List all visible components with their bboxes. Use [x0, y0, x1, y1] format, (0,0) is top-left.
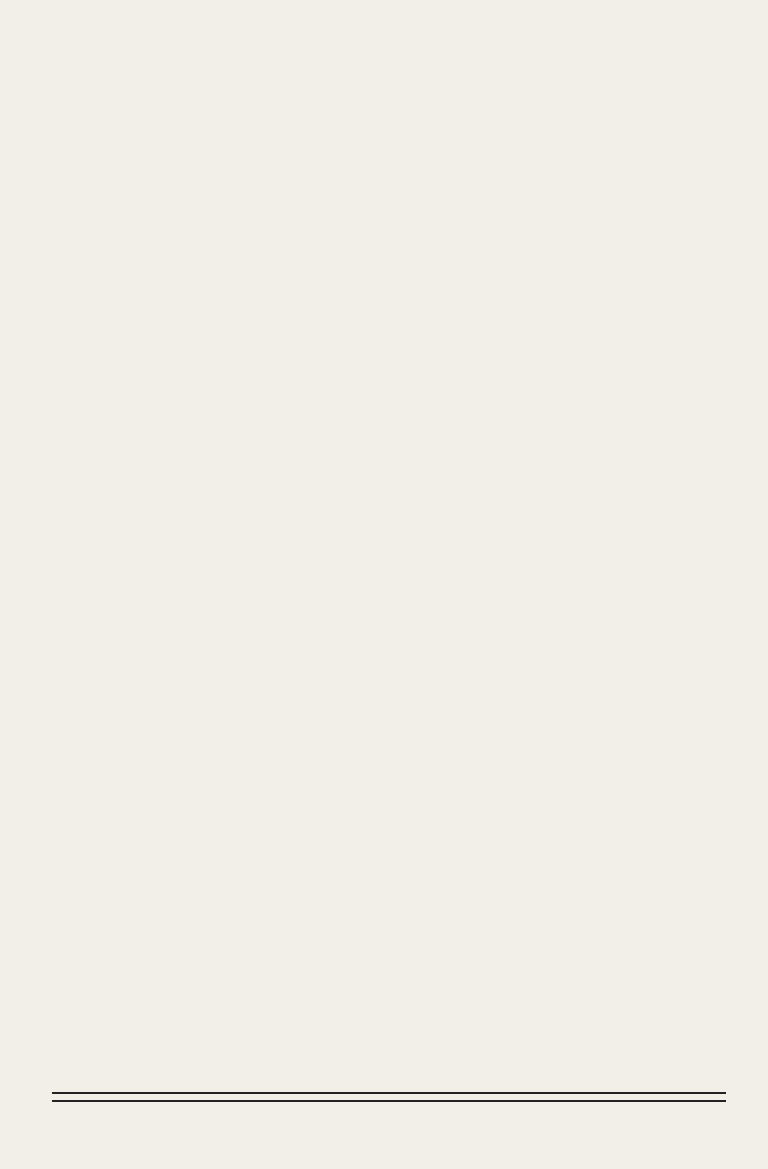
footer: [52, 1092, 726, 1102]
footer-rule-bottom: [52, 1100, 726, 1102]
column-header: [52, 46, 726, 66]
page-header: [52, 22, 726, 46]
document-page: [52, 22, 726, 102]
rote-title: [52, 74, 726, 102]
